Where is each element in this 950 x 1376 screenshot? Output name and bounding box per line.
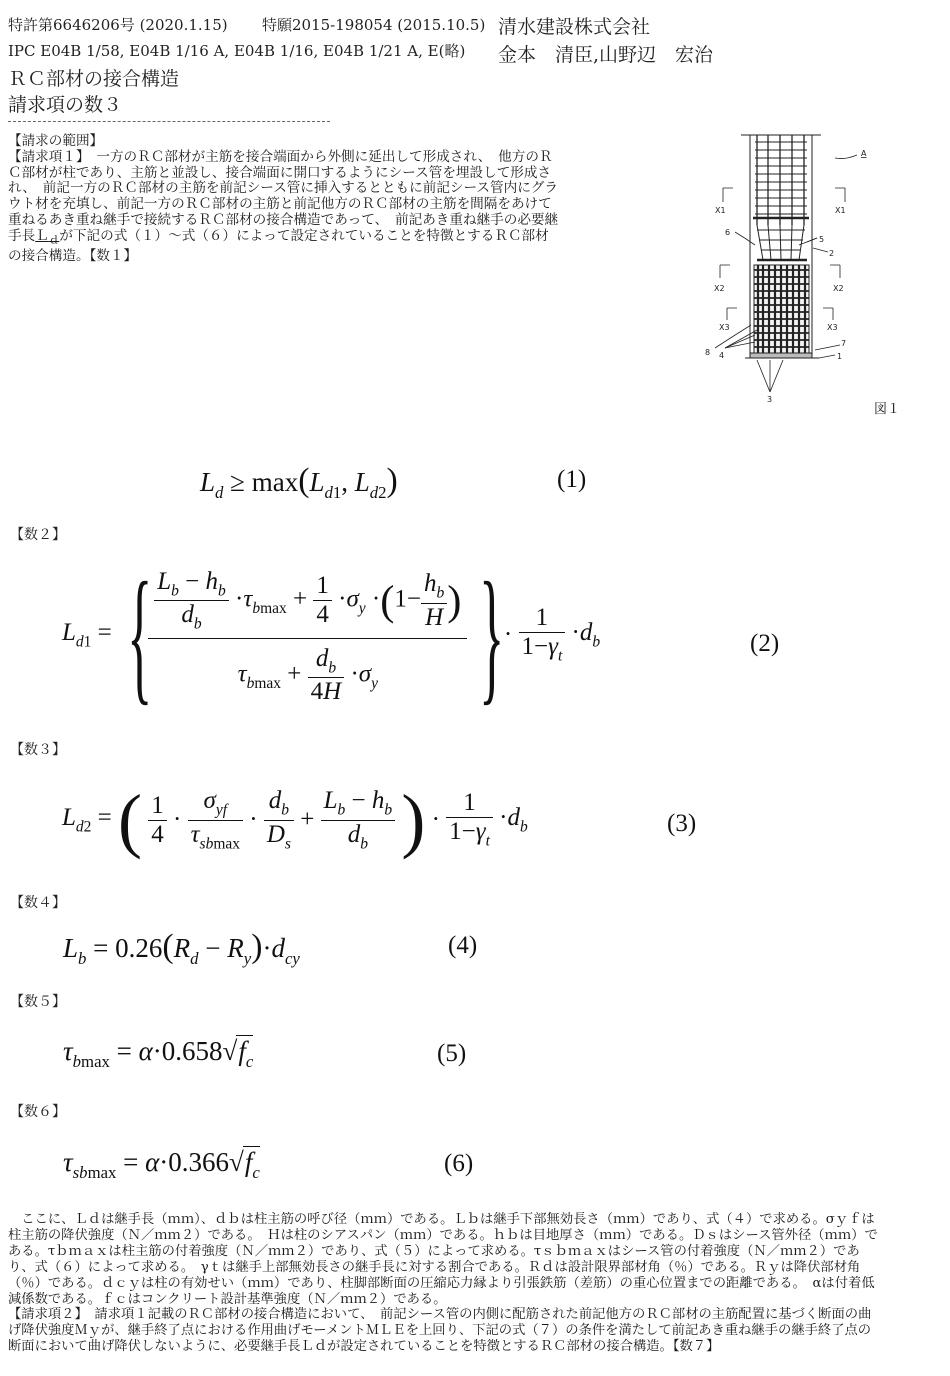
svg-text:A: A: [861, 149, 867, 158]
claim-line: れ、 前記一方のＲＣ部材の主筋を前記シース管に挿入するとともに前記シース管内にグラ: [8, 180, 558, 197]
equation-4-label: 【数４】: [10, 895, 66, 911]
claim-line: 重ねるあき重ね継手で接続するＲＣ部材の接合構造であって、 前記あき重ね継手の必要継: [8, 211, 559, 228]
svg-text:5: 5: [819, 235, 825, 244]
ipc-classification: IPC E04B 1/58, E04B 1/16 A, E04B 1/16, E04B 1/21 A, E(略): [8, 42, 466, 60]
svg-text:3: 3: [767, 395, 773, 404]
claim-line: Ｃ部材が柱であり、主筋と並設し、接合端面に開口するようにシース管を埋設して形成さ: [8, 164, 552, 181]
application-number: 特願2015-198054 (2015.10.5): [262, 16, 486, 34]
claim-1-text: [8, 134, 588, 265]
svg-text:X3: X3: [827, 323, 838, 332]
definition-line: ここに、Ｌｄは継手長（ｍｍ）、ｄｂは柱主筋の呼び径（ｍｍ）である。Ｌｂは継手下部無効長さ（ｍｍ）であり、式（４）で求める。σｙｆは: [8, 1212, 875, 1227]
claim-count: 請求項の数３: [8, 94, 123, 116]
claim-line: 手長Ｌ$_d$が下記の式（１）～式（６）によって設定されていることを特徴とするＲＣ部材: [8, 227, 549, 247]
svg-text:X3: X3: [719, 323, 730, 332]
claim-line: の接合構造。【数１】: [8, 248, 138, 265]
equation-3-label: 【数３】: [10, 742, 66, 758]
claim-line: ウト材を充填し、前記一方のＲＣ部材の主筋と前記他方のＲＣ部材の主筋を間隔をあけて: [8, 196, 552, 213]
equation-6-number: (6): [444, 1150, 474, 1177]
svg-text:X2: X2: [714, 284, 725, 293]
svg-text:1: 1: [837, 352, 843, 361]
definition-line: 柱主筋の降伏強度（Ｎ／ｍｍ２）である。 Ｈは柱のシアスパン（ｍｍ）である。ｈｂは目地厚さ（ｍｍ）である。Ｄｓはシース管外径（ｍｍ）で: [8, 1227, 878, 1243]
equation-6-label: 【数６】: [10, 1104, 66, 1120]
equation-2: $L_{d1}$ = { $\frac{L_b - h_b}{d_b}$ $\cdot\tau_{bmax}$ + $\frac{1}{4}$ $\cdot\sigma_y \cdot(1-$ $\frac{h_b}{H}$ ) $\tau_{bmax}$ + $\frac{d_b}{4H}$ $\cdot\sigma_y$ } · $\frac{1}{1-\gamma_t}$ $\cdot d_b$: [62, 552, 601, 718]
patent-number: 特許第6646206号 (2020.1.15): [8, 16, 228, 34]
definition-line: り、式（６）によって求める。 γｔは継手上部無効長さの継手長に対する割合である。Ｒｄは設計限界部材角（％）である。Ｒｙは降伏部材角: [8, 1259, 861, 1275]
figure-label: 図１: [874, 402, 901, 417]
equation-3: $L_{d2}$ = ( $\frac{1}{4}$ · $\frac{\sigma_{yf}}{\tau_{sbmax}}$ · $\frac{d_b}{D_s}$ + $\frac{L_b - h_b}{d_b}$ ) · $\frac{1}{1-\gamma_t}$ $\cdot d_b$: [62, 780, 528, 860]
equation-4-number: (4): [448, 932, 478, 959]
definitions-and-claim-2: [8, 1212, 946, 1355]
equation-5-label: 【数５】: [10, 994, 66, 1010]
equation-5: $\tau_{bmax} = \alpha\cdot 0.658√f_c$: [63, 1036, 254, 1072]
applicant-name: 清水建設株式会社: [498, 16, 651, 38]
claim-2-line: 【請求項２】 請求項１記載のＲＣ部材の接合構造において、 前記シース管の内側に配筋された前記他方のＲＣ部材の主筋配置に基づく断面の曲: [8, 1307, 872, 1323]
svg-text:2: 2: [829, 249, 835, 258]
equation-3-number: (3): [667, 810, 697, 837]
definition-line: ある。τｂｍａｘは柱主筋の付着強度（Ｎ／ｍｍ２）であり、式（５）によって求める。τｓｂｍａｘはシース管の付着強度（Ｎ／ｍｍ２）であ: [8, 1243, 860, 1259]
header-divider: [8, 121, 330, 122]
claim-2-line: 断面において曲げ降伏しないように、必要継手長Ｌｄが設定されていることを特徴とするＲＣ部材の接合構造。【数７】: [8, 1339, 720, 1355]
svg-text:X2: X2: [833, 284, 844, 293]
svg-text:7: 7: [841, 339, 847, 348]
figure-1-rebar-column-diagram: [695, 130, 915, 420]
svg-text:8: 8: [705, 348, 711, 357]
definition-line: （％）である。ｄｃｙは柱の有効せい（ｍｍ）であり、柱脚部断面の圧縮応力縁より引張鉄筋（差筋）の重心位置までの距離である。 αは付着低: [8, 1275, 875, 1291]
equation-2-number: (2): [750, 630, 780, 657]
svg-text:X1: X1: [715, 206, 726, 215]
definition-line: 減係数である。ｆｃはコンクリート設計基準強度（Ｎ／ｍｍ２）である。: [8, 1291, 447, 1307]
equation-1-number: (1): [557, 466, 587, 493]
claim-2-line: げ降伏強度Ｍｙが、継手終了点における作用曲げモーメントＭＬＥを上回り、下記の式（７）の条件を満たして前記あき重ね継手の継手終了点の: [8, 1323, 872, 1339]
equation-2-label: 【数２】: [10, 527, 66, 543]
equation-6: $\tau_{sbmax} = \alpha\cdot 0.366√f_c$: [63, 1147, 260, 1183]
equation-1: $L_d \ge \max(L_{d1}$, $L_{d2}$): [200, 462, 398, 503]
ld-underlined: Ｌ$_d$: [35, 227, 60, 247]
claim-line: 【請求項１】 一方のＲＣ部材が主筋を接合端面から外側に延出して形成され、 他方のＲ: [8, 148, 553, 165]
svg-text:X1: X1: [835, 206, 846, 215]
claims-section-heading: 【請求の範囲】: [8, 133, 104, 149]
invention-title: ＲＣ部材の接合構造: [8, 68, 180, 90]
inventor-names: 金本 清臣,山野辺 宏治: [498, 44, 714, 66]
equation-4: $L_b = 0.26(R_d - R_y)\cdot d_{cy}$: [63, 928, 300, 969]
svg-text:4: 4: [719, 351, 725, 360]
svg-text:6: 6: [725, 228, 731, 237]
equation-5-number: (5): [437, 1040, 467, 1067]
